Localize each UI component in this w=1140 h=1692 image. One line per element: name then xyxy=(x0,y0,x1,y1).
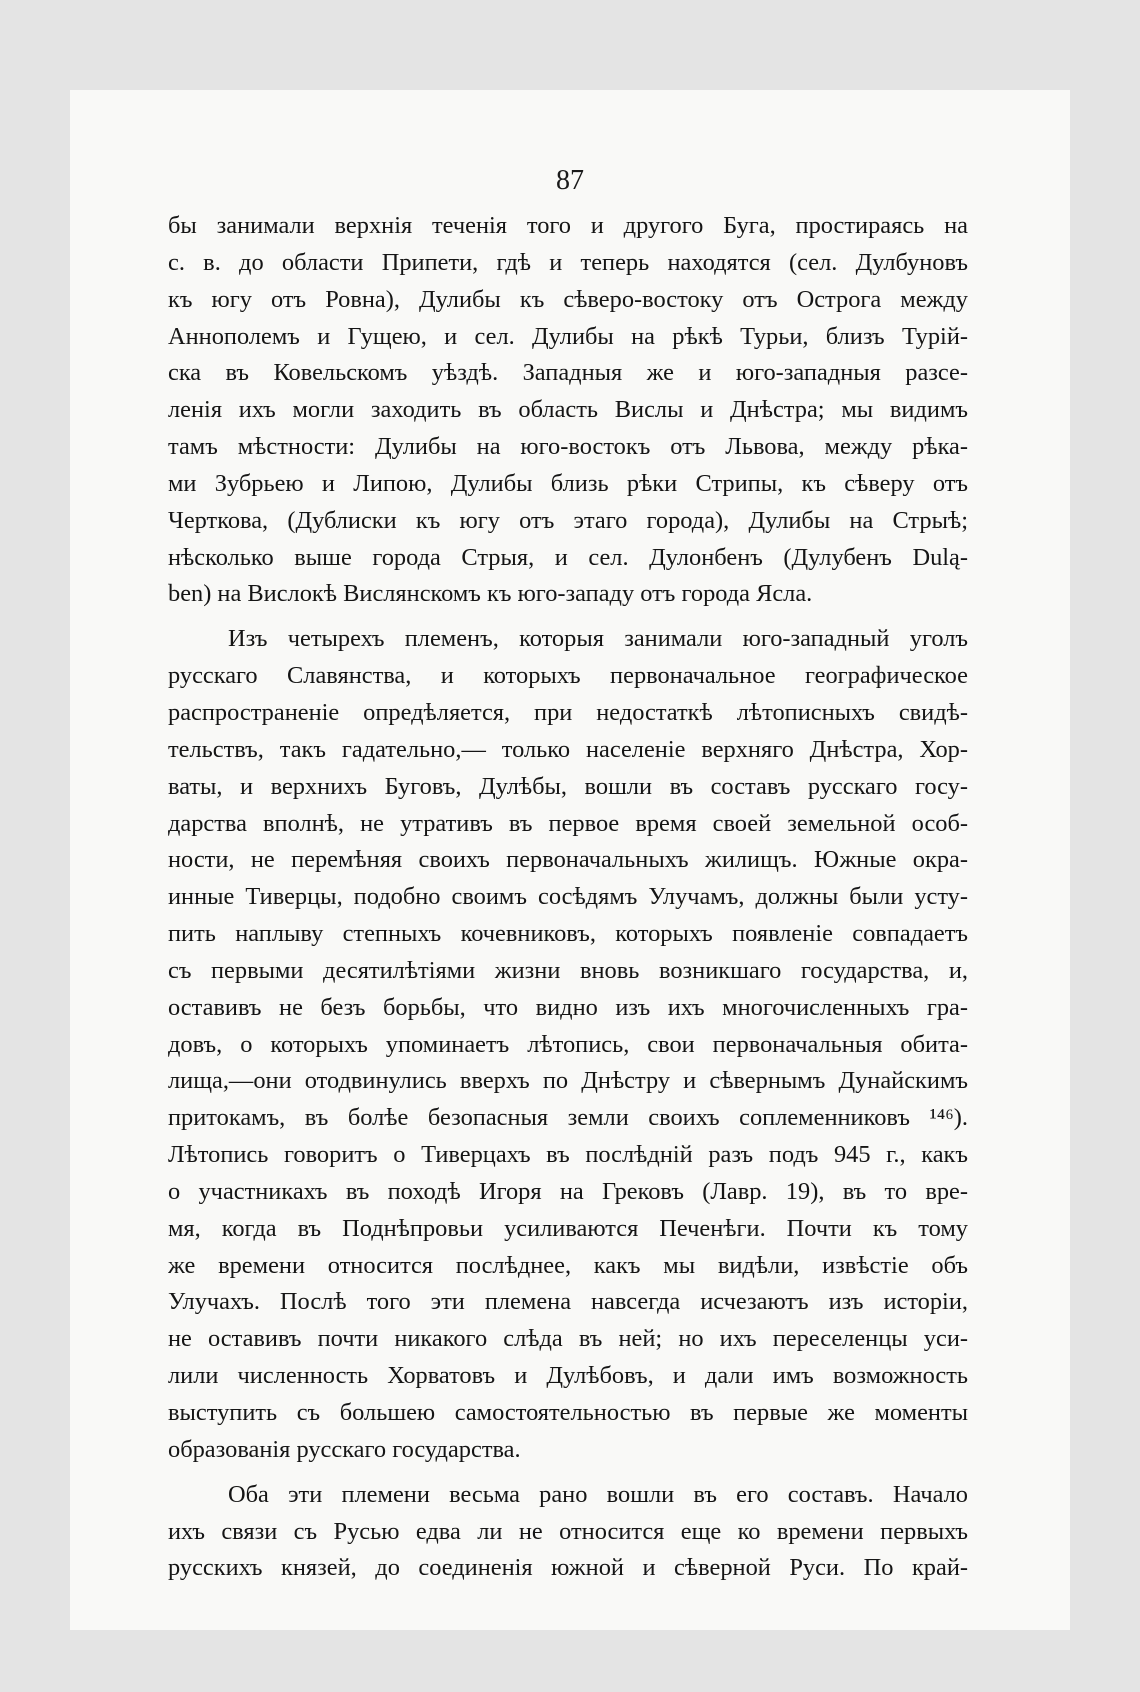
text-line: Лѣтопись говоритъ о Тиверцахъ въ послѣдній разъ подъ 945 г., какъ xyxy=(168,1141,968,1169)
text-line: довъ, о которыхъ упоминаетъ лѣтопись, свои первоначальныя обита- xyxy=(168,1030,968,1058)
text-line: оставивъ не безъ борьбы, что видно изъ ихъ многочисленныхъ гра- xyxy=(168,993,968,1021)
text-line: инные Тиверцы, подобно своимъ сосѣдямъ Улучамъ, должны были усту- xyxy=(168,883,968,911)
text-line: же времени относится послѣднее, какъ мы видѣли, извѣстіе объ xyxy=(168,1251,968,1279)
text-line: ности, не перемѣняя своихъ первоначальныхъ жилищъ. Южные окра- xyxy=(168,846,968,874)
text-line: Улучахъ. Послѣ того эти племена навсегда исчезаютъ изъ исторіи, xyxy=(168,1288,968,1316)
text-line: съ первыми десятилѣтіями жизни вновь возникшаго государства, и, xyxy=(168,956,968,984)
text-line: ска въ Ковельскомъ уѣздѣ. Западныя же и юго-западныя разсе- xyxy=(168,359,968,387)
text-line: дарства вполнѣ, не утративъ въ первое время своей земельной особ- xyxy=(168,809,968,837)
text-line: распространеніе опредѣляется, при недостаткѣ лѣтописныхъ свидѣ- xyxy=(168,698,968,726)
text-line: Аннополемъ и Гущею, и сел. Дулибы на рѣкѣ Турьи, близъ Турій- xyxy=(168,322,968,350)
text-line: выступить съ большею самостоятельностью въ первые же моменты xyxy=(168,1399,968,1426)
paragraph-gap xyxy=(168,613,968,621)
paragraph-gap xyxy=(168,1469,968,1477)
text-line: русскихъ князей, до соединенія южной и сѣверной Руси. По край- xyxy=(168,1554,968,1582)
text-line: Изъ четырехъ племенъ, которыя занимали юго-западный уголъ xyxy=(228,625,968,653)
text-line: русскаго Славянства, и которыхъ первоначальное географическое xyxy=(168,662,968,690)
text-line: с. в. до области Припети, гдѣ и теперь находятся (сел. Дулбуновъ xyxy=(168,248,968,276)
body-text xyxy=(168,208,968,1587)
text-line: ваты, и верхнихъ Буговъ, Дулѣбы, вошли въ составъ русскаго госу- xyxy=(168,772,968,800)
text-line: Оба эти племени весьма рано вошли въ его составъ. Начало xyxy=(228,1480,968,1508)
text-line: тамъ мѣстности: Дулибы на юго-востокъ отъ Львова, между рѣка- xyxy=(168,433,968,461)
text-line: нѣсколько выше города Стрыя, и сел. Дулонбенъ (Дулубенъ Dulą- xyxy=(168,543,968,571)
text-line: тельствъ, такъ гадательно,— только населеніе верхняго Днѣстра, Хор- xyxy=(168,735,968,763)
text-line: ленія ихъ могли заходить въ область Вислы и Днѣстра; мы видимъ xyxy=(168,396,968,424)
text-line: бы занимали верхнія теченія того и другого Буга, простираясь на xyxy=(168,212,968,239)
text-line: ben) на Вислокѣ Вислянскомъ къ юго-западу отъ города Ясла. xyxy=(168,580,813,608)
text-line: ихъ связи съ Русью едва ли не относится еще ко времени первыхъ xyxy=(168,1517,968,1545)
text-line: лили численность Хорватовъ и Дулѣбовъ, и дали имъ возможность xyxy=(168,1362,968,1390)
text-line: образованія русскаго государства. xyxy=(168,1435,521,1463)
text-line: Черткова, (Дублиски къ югу отъ этаго города), Дулибы на Стрыѣ; xyxy=(168,506,968,534)
text-line: мя, когда въ Поднѣпровьи усиливаются Печенѣги. Почти къ тому xyxy=(168,1214,968,1242)
text-line: притокамъ, въ болѣе безопасныя земли своихъ соплеменниковъ ¹⁴⁶). xyxy=(168,1104,968,1132)
page-number: 87 xyxy=(556,165,584,196)
text-line: пить наплыву степныхъ кочевниковъ, которыхъ появленіе совпадаетъ xyxy=(168,920,968,948)
text-line: о участникахъ въ походѣ Игоря на Грековъ (Лавр. 19), въ то вре- xyxy=(168,1177,968,1205)
text-line: ми Зубрьею и Липою, Дулибы близь рѣки Стрипы, къ сѣверу отъ xyxy=(168,469,968,497)
book-page xyxy=(70,90,1070,1630)
text-line: лища,—они отодвинулись вверхъ по Днѣстру и сѣвернымъ Дунайскимъ xyxy=(168,1067,968,1095)
text-line: не оставивъ почти никакого слѣда въ ней; но ихъ переселенцы уси- xyxy=(168,1325,968,1353)
text-line: къ югу отъ Ровна), Дулибы къ сѣверо-востоку отъ Острога между xyxy=(168,285,968,313)
